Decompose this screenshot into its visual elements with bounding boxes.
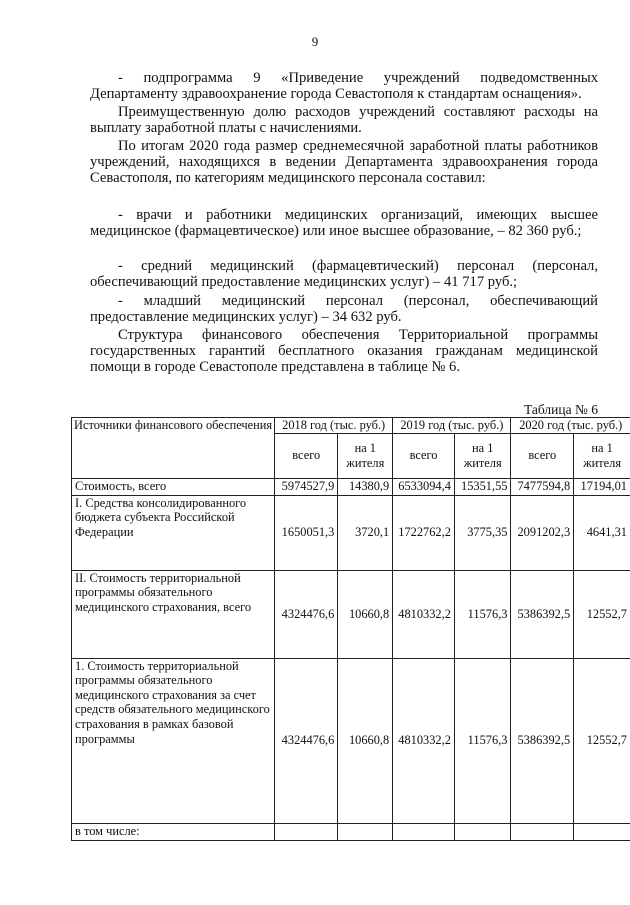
cell-value: 5386392,5 [511,658,574,823]
row-label: I. Средства консолидированного бюджета субъекта Российской Федерации [72,495,275,570]
header-per-capita-2019: на 1 жителя [454,433,511,478]
header-year-2019: 2019 год (тыс. руб.) [393,418,511,434]
header-per-capita-2020: на 1 жителя [574,433,630,478]
cell-value: 1650051,3 [275,495,338,570]
cell-value: 4810332,2 [393,658,455,823]
cell-value [511,823,574,840]
page-number: 9 [311,34,319,49]
row-label: в том числе: [72,823,275,840]
paragraph-salary-junior-staff: - младший медицинский персонал (персонал, обеспечивающий предоставление медицинских услуг) – 34 632 руб. [90,293,598,326]
cell-value: 7477594,8 [511,478,574,495]
cell-value: 14380,9 [338,478,393,495]
cell-value: 15351,55 [454,478,511,495]
header-year-2020: 2020 год (тыс. руб.) [511,418,630,434]
cell-value: 3720,1 [338,495,393,570]
cell-value: 1722762,2 [393,495,455,570]
paragraph-expenses-share: Преимущественную долю расходов учреждений составляют расходы на выплату заработной платы с начислениями. [90,104,598,137]
cell-value: 10660,8 [338,658,393,823]
cell-value: 11576,3 [454,570,511,658]
cell-value [574,823,630,840]
table-row [72,658,630,823]
paragraph-table-intro: Структура финансового обеспечения Территориальной программы государственных гарантий бесплатного оказания гражданам медицинской помощи в городе Севастополе представлена в таблице № 6. [90,327,598,376]
cell-value: 4810332,2 [393,570,455,658]
cell-value [393,823,455,840]
table-row [72,570,630,658]
cell-value: 10660,8 [338,570,393,658]
cell-value: 4324476,6 [275,658,338,823]
header-source: Источники финансового обеспечения [72,418,275,479]
cell-value: 12552,7 [574,658,630,823]
cell-value: 3775,35 [454,495,511,570]
financing-table [71,417,630,841]
cell-value [275,823,338,840]
cell-value: 12552,7 [574,570,630,658]
paragraph-subprogram-9: - подпрограмма 9 «Приведение учреждений подведомственных Департаменту здравоохранение города Севастополя к стандартам оснащения». [90,70,598,103]
table-row [72,495,630,570]
cell-value: 4324476,6 [275,570,338,658]
table-caption: Таблица № 6 [524,402,598,417]
cell-value: 17194,01 [574,478,630,495]
header-total-2019: всего [393,433,455,478]
cell-value [454,823,511,840]
cell-value [338,823,393,840]
cell-value: 5974527,9 [275,478,338,495]
cell-value: 11576,3 [454,658,511,823]
header-year-2018: 2018 год (тыс. руб.) [275,418,393,434]
header-total-2018: всего [275,433,338,478]
row-label: 1. Стоимость территориальной программы обязательного медицинского страхования за счет средств обязательного медицинского страхования в рамках базовой программы [72,658,275,823]
table-row [72,478,630,495]
paragraph-salary-mid-staff: - средний медицинский (фармацевтический) персонал (персонал, обеспечивающий предоставление медицинских услуг) – 41 717 руб.; [90,258,598,291]
row-label: Стоимость, всего [72,478,275,495]
paragraph-salary-doctors: - врачи и работники медицинских организаций, имеющих высшее медицинское (фармацевтическое) или иное высшее образование, – 82 360 руб.; [90,207,598,240]
cell-value: 4641,31 [574,495,630,570]
row-label: II. Стоимость территориальной программы обязательного медицинского страхования, всего [72,570,275,658]
cell-value: 6533094,4 [393,478,455,495]
cell-value: 5386392,5 [511,570,574,658]
table-row [72,823,630,840]
header-per-capita-2018: на 1 жителя [338,433,393,478]
paragraph-salary-intro: По итогам 2020 года размер среднемесячной заработной платы работников учреждений, находящихся в ведении Департамента здравоохранения города Севастополя, по категориям медицинского персонала составил: [90,138,598,187]
cell-value: 2091202,3 [511,495,574,570]
header-total-2020: всего [511,433,574,478]
table-header-row-years [72,418,630,434]
